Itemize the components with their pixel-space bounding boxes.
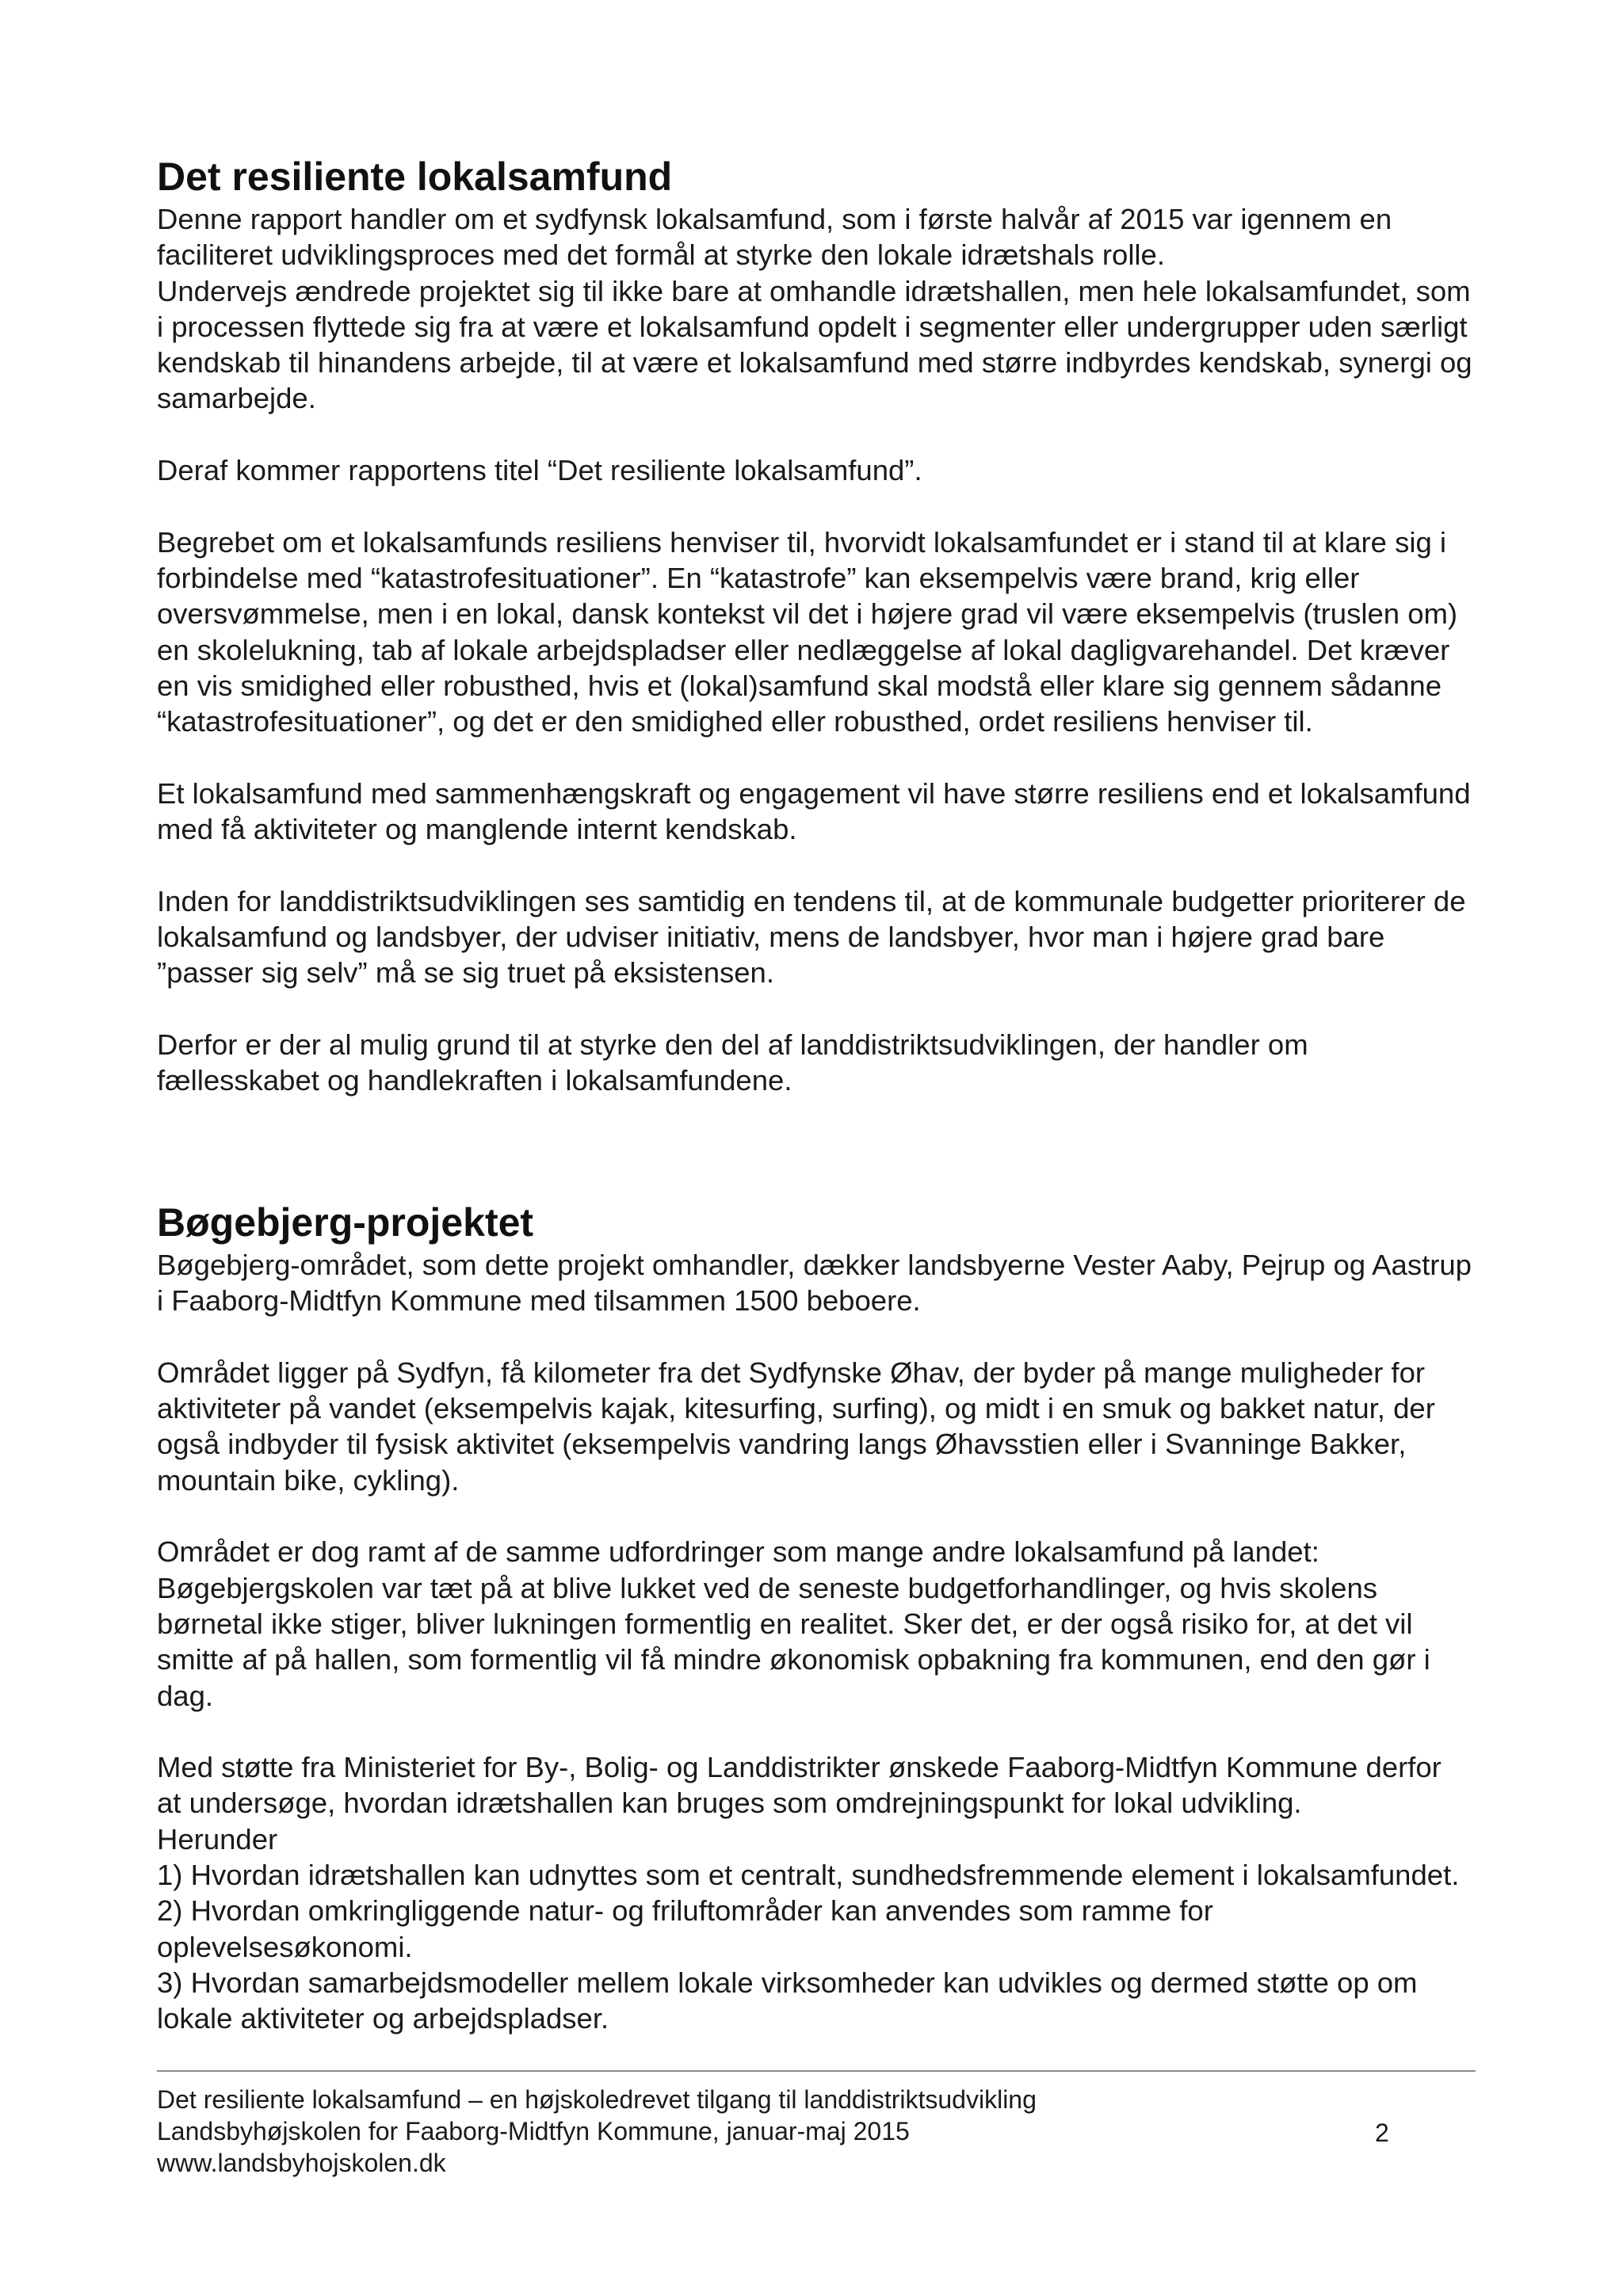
footer-website: www.landsbyhojskolen.dk <box>157 2149 446 2177</box>
paragraph: Et lokalsamfund med sammenhængskraft og engagement vil have større resiliens end et lokalsamfund med få aktiviteter og manglende internt kendskab. <box>157 776 1471 846</box>
footer-organization: Landsbyhøjskolen for Faaborg-Midtfyn Kommune, januar-maj 2015 <box>157 2117 910 2145</box>
paragraph: Med støtte fra Ministeriet for By-, Bolig- og Landdistrikter ønskede Faaborg-Midtfyn Kommune derfor at undersøge, hvordan idrætshallen kan bruges som omdrejningspunkt for lokal udvikling. <box>157 1751 1442 1820</box>
footer <box>157 2084 1425 2179</box>
paragraph: Begrebet om et lokalsamfunds resiliens henviser til, hvorvidt lokalsamfundet er i stand til at klare sig i forbindelse med “katastrofesituationer”. En “katastrofe” kan eksempelvis være brand, krig eller oversvømmelse, men i en lokal, dansk kontekst vil det i højere grad vil være eksempelvis (truslen om) en skolelukning, tab af lokale arbejdspladser eller nedlæggelse af lokal dagligvarehandel. Det kræver en vis smidighed eller robusthed, hvis et (lokal)samfund skal modstå eller klare sig gennem sådanne “katastrofesituationer”, og det er den smidighed eller robusthed, ordet resiliens henviser til. <box>157 525 1458 738</box>
paragraph: Inden for landdistriktsudviklingen ses samtidig en tendens til, at de kommunale budgetter prioriterer de lokalsamfund og landsbyer, der udviser initiativ, mens de landsbyer, hvor man i højere grad bare ”passer sig selv” må se sig truet på eksistensen. <box>157 884 1466 990</box>
list-item: 2) Hvordan omkringliggende natur- og friluftområder kan anvendes som ramme for oplevelsesøkonomi. <box>157 1894 1213 1963</box>
paragraph: Herunder <box>157 1822 278 1855</box>
paragraph: Området ligger på Sydfyn, få kilometer fra det Sydfynske Øhav, der byder på mange muligheder for aktiviteter på vandet (eksempelvis kajak, kitesurfing, surfing), og midt i en smuk og bakket natur, der også indbyder til fysisk aktivitet (eksempelvis vandring langs Øhavsstien eller i Svanninge Bakker, mountain bike, cykling). <box>157 1356 1435 1497</box>
section-title-bogebjerg: Bøgebjerg-projektet <box>157 1200 534 1245</box>
footer-report-title: Det resiliente lokalsamfund – en højskoledrevet tilgang til landdistriktsudvikling <box>157 2085 1037 2114</box>
section-2 <box>157 1198 1472 2037</box>
list-item: 3) Hvordan samarbejdsmodeller mellem lokale virksomheder kan udvikles og dermed støtte op om lokale aktiviteter og arbejdspladser. <box>157 1966 1418 2035</box>
paragraph: Undervejs ændrede projektet sig til ikke bare at omhandle idrætshallen, men hele lokalsamfundet, som i processen flyttede sig fra at være et lokalsamfund opdelt i segmenter eller undergrupper uden særligt kendskab til hinandens arbejde, til at være et lokalsamfund med større indbyrdes kendskab, synergi og samarbejde. <box>157 274 1472 415</box>
page-number: 2 <box>1375 2119 1389 2147</box>
list-item: 1) Hvordan idrætshallen kan udnyttes som et centralt, sundhedsfremmende element i lokalsamfundet. <box>157 1859 1460 1892</box>
section-1 <box>157 152 1472 1098</box>
section-title-resiliente: Det resiliente lokalsamfund <box>157 154 673 199</box>
paragraph: Området er dog ramt af de samme udfordringer som mange andre lokalsamfund på landet: Bøgebjergskolen var tæt på at blive lukket ved de seneste budgetforhandlinger, og hvis skolens børnetal ikke stiger, bliver lukningen formentlig en realitet. Sker det, er der også risiko for, at det vil smitte af på hallen, som formentlig vil få mindre økonomisk opbakning fra kommunen, end den gør i dag. <box>157 1535 1430 1712</box>
paragraph: Denne rapport handler om et sydfynsk lokalsamfund, som i første halvår af 2015 var igennem en faciliteret udviklingsproces med det formål at styrke den lokale idrætshals rolle. <box>157 203 1392 272</box>
paragraph: Derfor er der al mulig grund til at styrke den del af landdistriktsudviklingen, der handler om fællesskabet og handlekraften i lokalsamfundene. <box>157 1028 1308 1097</box>
footer-divider <box>157 2070 1476 2072</box>
paragraph: Bøgebjerg-området, som dette projekt omhandler, dækker landsbyerne Vester Aaby, Pejrup og Aastrup i Faaborg-Midtfyn Kommune med tilsammen 1500 beboere. <box>157 1249 1472 1318</box>
paragraph: Deraf kommer rapportens titel “Det resiliente lokalsamfund”. <box>157 454 922 487</box>
